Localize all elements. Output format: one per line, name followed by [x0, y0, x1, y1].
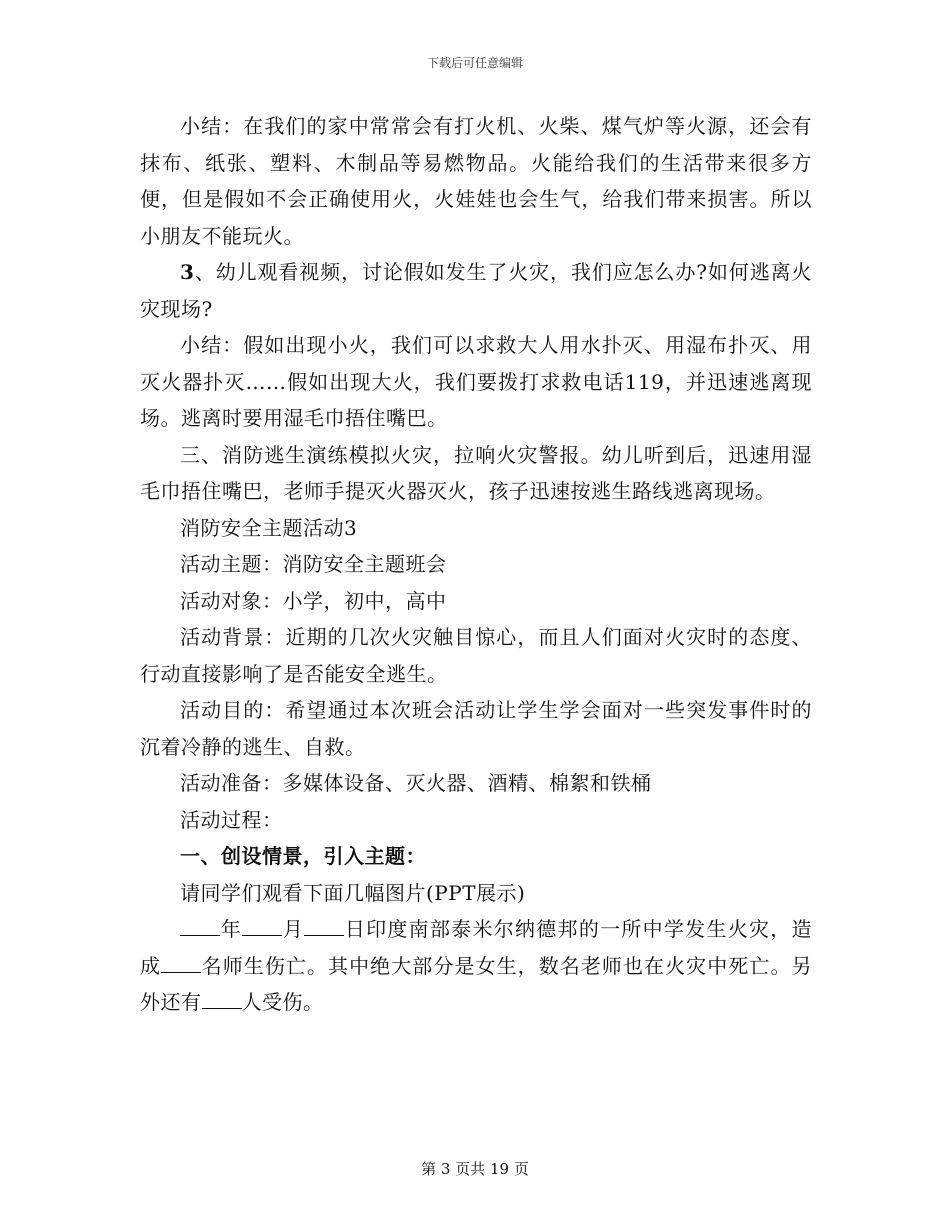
drill-paragraph: 三、消防逃生演练模拟火灾，拉响火灾警报。幼儿听到后，迅速用湿毛巾捂住嘴巴，老师手提灭火器灭火，孩子迅速按逃生路线逃离现场。	[140, 442, 812, 503]
blank-casualties	[161, 954, 201, 973]
activity-theme: 活动主题：消防安全主题班会	[180, 552, 447, 576]
incident-seg-3: 日印度南部泰米尔纳德邦的一所中学发生火灾，造成	[140, 917, 813, 978]
step-3-paragraph	[140, 254, 812, 327]
page-footer: 第 3 页共 19 页	[421, 1160, 529, 1178]
document-body	[140, 108, 812, 1021]
activity-background: 活动背景：近期的几次火灾触目惊心，而且人们面对火灾时的态度、行动直接影响了是否能安全逃生。	[140, 625, 812, 686]
incident-seg-5: 人受伤。	[241, 990, 324, 1014]
fire-incident-paragraph	[140, 911, 812, 1021]
section-heading-1: 一、创设情景，引入主题：	[180, 844, 426, 868]
blank-day	[304, 917, 344, 936]
activity-3-title: 消防安全主题活动3	[180, 515, 358, 540]
step-3-text: 、幼儿观看视频，讨论假如发生了火灾，我们应怎么办?如何逃离火灾现场?	[140, 260, 812, 321]
activity-preparation: 活动准备：多媒体设备、灭火器、酒精、棉絮和铁桶	[180, 771, 652, 795]
summary-paragraph-1: 小结：在我们的家中常常会有打火机、火柴、煤气炉等火源，还会有抹布、纸张、塑料、木制品等易燃物品。火能给我们的生活带来很多方便，但是假如不会正确使用火，火娃娃也会生气，给我们带来损害。所以小朋友不能玩火。	[140, 114, 812, 248]
activity-process: 活动过程：	[180, 807, 283, 832]
incident-seg-4: 名师生伤亡。其中绝大部分是女生，数名老师也在火灾中死亡。另外还有	[140, 953, 813, 1014]
step-number: 3	[180, 260, 195, 284]
incident-seg-1: 年	[220, 917, 243, 941]
page-header: 下载后可任意编辑	[426, 56, 523, 70]
incident-seg-2: 月	[282, 917, 305, 941]
blank-year	[180, 917, 220, 936]
activity-purpose: 活动目的：希望通过本次班会活动让学生学会面对一些突发事件时的沉着冷静的逃生、自救。	[140, 698, 812, 759]
activity-audience: 活动对象：小学，初中，高中	[180, 588, 447, 613]
summary-paragraph-2: 小结：假如出现小火，我们可以求救大人用水扑灭、用湿布扑灭、用灭火器扑灭……假如出现大火，我们要拨打求救电话119，并迅速逃离现场。逃离时要用湿毛巾捂住嘴巴。	[140, 333, 812, 430]
blank-injured	[202, 990, 242, 1009]
ppt-intro: 请同学们观看下面几幅图片(PPT展示)	[180, 880, 526, 905]
blank-month	[242, 917, 282, 936]
